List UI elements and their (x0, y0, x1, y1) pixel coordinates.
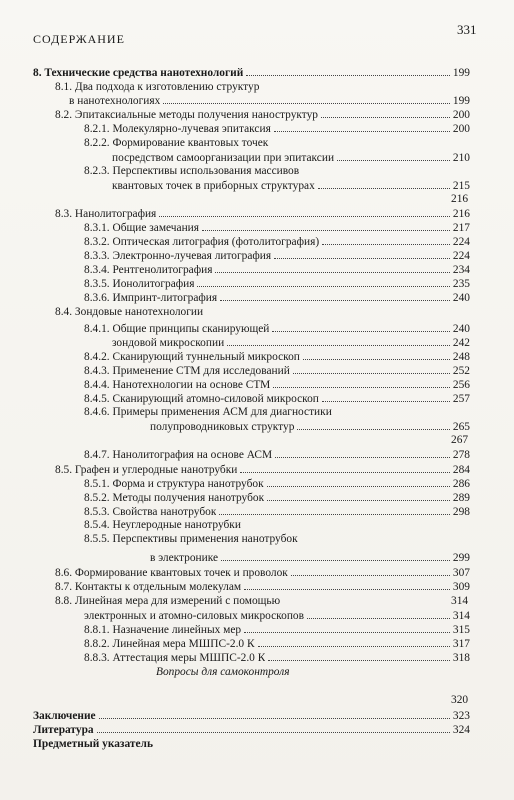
toc-entry-title: 8.2. Эпитаксиальные методы получения наноструктур (55, 109, 318, 121)
toc-entry-8-2-3-cont[interactable] (112, 179, 470, 193)
toc-entry-title: 8.3.4. Рентгенолитография (84, 264, 213, 276)
toc-entry-8-5-5-cont[interactable] (150, 551, 470, 565)
toc-entry-8-6[interactable] (55, 566, 470, 580)
leader-dots (99, 709, 450, 719)
leader-dots (240, 463, 450, 473)
toc-entry-page: 265 (452, 421, 470, 433)
toc-entry-title: 8.8.3. Аттестация меры МШПС-2.0 К (84, 652, 266, 664)
toc-entry-page: 240 (452, 323, 470, 335)
toc-entry-title: 8.4.1. Общие принципы сканирующей (84, 323, 270, 335)
toc-entry-8-3-1[interactable] (84, 221, 470, 235)
toc-entry-8-4-4[interactable] (84, 378, 470, 392)
leader-dots (197, 277, 449, 287)
leader-dots (246, 66, 450, 76)
page-header-title: СОДЕРЖАНИЕ (33, 32, 125, 46)
leader-dots (244, 580, 450, 590)
toc-entry-page: 235 (452, 278, 470, 290)
toc-entry-page: 284 (452, 464, 470, 476)
toc-entry-page: 318 (452, 652, 470, 664)
toc-entry-page: 289 (452, 492, 470, 504)
leader-dots (274, 122, 450, 132)
toc-entry-page: 324 (452, 724, 470, 736)
toc-entry-title: 8. Технические средства нанотехнологий (33, 67, 244, 79)
toc-entry-page: 298 (452, 506, 470, 518)
leader-dots (267, 477, 450, 487)
leader-dots (202, 221, 450, 231)
toc-entry-8-3-3[interactable] (84, 249, 470, 263)
leader-dots (274, 249, 450, 259)
toc-entry-title: 8.4.7. Нанолитография на основе АСМ (84, 449, 273, 461)
leader-dots (268, 651, 450, 661)
toc-entry-8-5-2[interactable] (84, 491, 470, 505)
toc-entry-8-1-cont[interactable] (69, 94, 470, 108)
toc-entry-8-4-7[interactable] (84, 448, 470, 462)
toc-entry-page: 286 (452, 478, 470, 490)
toc-entry-page: 242 (452, 337, 470, 349)
toc-entry-page: 240 (452, 292, 470, 304)
toc-entry-title: зондовой микроскопии (112, 337, 225, 349)
leader-dots (258, 637, 450, 647)
toc-entry-page: 224 (452, 250, 470, 262)
toc-entry-title: Заключение (33, 710, 96, 722)
toc-entry-title: 8.2.1. Молекулярно-лучевая эпитаксия (84, 123, 271, 135)
toc-entry-title: квантовых точек в приборных структурах (112, 180, 315, 192)
toc-entry-title: полупроводниковых структур (150, 421, 295, 433)
toc-entry-title: 8.4.4. Нанотехнологии на основе СТМ (84, 379, 271, 391)
toc-entry-8-1[interactable]: 8.1. Два подхода к изготовлению структур (55, 81, 260, 93)
leader-dots (273, 378, 450, 388)
toc-entry-page: 256 (452, 379, 470, 391)
toc-entry-page: 248 (452, 351, 470, 363)
leader-dots (318, 179, 450, 189)
toc-entry-title: 8.3.5. Ионолитография (84, 278, 195, 290)
toc-entry-title: 8.3.6. Импринт-литография (84, 292, 218, 304)
toc-entry-8-4-6[interactable]: 8.4.6. Примеры применения АСМ для диагностики (84, 406, 332, 418)
toc-entry-title: 8.3.3. Электронно-лучевая литография (84, 250, 272, 262)
leader-dots (275, 448, 450, 458)
toc-entry-8-3-6[interactable] (84, 291, 470, 305)
toc-entry-title: 8.3. Нанолитография (55, 208, 157, 220)
toc-entry-8-5-1[interactable] (84, 477, 470, 491)
leader-dots (321, 108, 450, 118)
toc-entry-8-8-3[interactable] (84, 651, 470, 665)
toc-entry-title: 8.4.2. Сканирующий туннельный микроскоп (84, 351, 300, 363)
toc-entry-title: 8.6. Формирование квантовых точек и проволок (55, 567, 288, 579)
leader-dots (220, 291, 450, 301)
toc-entry-8-4-1-cont[interactable] (112, 336, 470, 350)
toc-entry-8-4-3[interactable] (84, 364, 470, 378)
toc-entry-title: 8.5.3. Свойства нанотрубок (84, 506, 217, 518)
toc-entry-subject-index[interactable]: Предметный указатель (33, 738, 153, 750)
toc-entry-title: 8.4.3. Применение СТМ для исследований (84, 365, 290, 377)
toc-entry-8-8-cont[interactable] (84, 609, 470, 623)
toc-entry-8-4-6-cont[interactable] (150, 420, 470, 434)
toc-entry-page: 315 (452, 624, 470, 636)
toc-entry-page: 210 (452, 152, 470, 164)
toc-entry-page: 314 (452, 610, 470, 622)
toc-entry-8-2[interactable] (55, 108, 470, 122)
toc-page-number: 267 (451, 434, 469, 446)
leader-dots (293, 364, 450, 374)
toc-entry-page: 200 (452, 123, 470, 135)
toc-entry-chapter-8[interactable] (33, 66, 470, 80)
toc-entry-title: в электронике (150, 552, 219, 564)
leader-dots (307, 609, 450, 619)
toc-entry-title: 8.5. Графен и углеродные нанотрубки (55, 464, 238, 476)
toc-entry-title: посредством самоорганизации при эпитаксии (112, 152, 335, 164)
toc-entry-8-7[interactable] (55, 580, 470, 594)
toc-entry-8-2-2-cont[interactable] (112, 151, 470, 165)
leader-dots (322, 235, 450, 245)
leader-dots (272, 322, 450, 332)
leader-dots (244, 623, 450, 633)
toc-entry-page: 217 (452, 222, 470, 234)
toc-entry-8-2-1[interactable] (84, 122, 470, 136)
toc-entry-8-4[interactable]: 8.4. Зондовые нанотехнологии (55, 306, 204, 318)
toc-entry-title: в нанотехнологиях (69, 95, 161, 107)
leader-dots (297, 420, 450, 430)
leader-dots (163, 94, 450, 104)
toc-entry-page: 257 (452, 393, 470, 405)
toc-entry-title: 8.4.5. Сканирующий атомно-силовой микроскоп (84, 393, 319, 405)
toc-entry-title: 8.8.1. Назначение линейных мер (84, 624, 242, 636)
toc-entry-8-5[interactable] (55, 463, 470, 477)
leader-dots (303, 350, 450, 360)
toc-entry-conclusion[interactable] (33, 709, 470, 723)
toc-entry-page: 309 (452, 581, 470, 593)
toc-entry-page: 299 (452, 552, 470, 564)
toc-entry-page: 307 (452, 567, 470, 579)
toc-entry-self-check-questions[interactable]: Вопросы для самоконтроля (156, 666, 290, 678)
toc-entry-page: 234 (452, 264, 470, 276)
leader-dots (221, 551, 450, 561)
toc-entry-8-5-5[interactable]: 8.5.5. Перспективы применения нанотрубок (84, 533, 298, 545)
leader-dots (291, 566, 450, 576)
toc-page-number: 216 (451, 193, 469, 205)
toc-page-number: 314 (451, 595, 469, 607)
toc-entry-8-3-4[interactable] (84, 263, 470, 277)
toc-entry-8-8-2[interactable] (84, 637, 470, 651)
toc-entry-8-3-2[interactable] (84, 235, 470, 249)
toc-entry-page: 199 (452, 67, 470, 79)
toc-entry-literature[interactable] (33, 723, 470, 737)
leader-dots (159, 207, 450, 217)
toc-entry-title: 8.3.1. Общие замечания (84, 222, 200, 234)
toc-entry-title: 8.5.1. Форма и структура нанотрубок (84, 478, 264, 490)
page-number: 331 (457, 22, 477, 37)
toc-entry-8-2-2[interactable]: 8.2.2. Формирование квантовых точек (84, 137, 269, 149)
toc-entry-title: электронных и атомно-силовых микроскопов (84, 610, 304, 622)
toc-entry-page: 215 (452, 180, 470, 192)
toc-entry-title: 8.3.2. Оптическая литография (фотолитография) (84, 236, 320, 248)
toc-entry-title: 8.8.2. Линейная мера МШПС-2.0 К (84, 638, 255, 650)
toc-entry-8-8-1[interactable] (84, 623, 470, 637)
toc-entry-8-8[interactable]: 8.8. Линейная мера для измерений с помощью (55, 595, 281, 607)
toc-entry-8-5-3[interactable] (84, 505, 470, 519)
toc-entry-title: 8.7. Контакты к отдельным молекулам (55, 581, 242, 593)
leader-dots (227, 336, 450, 346)
toc-entry-title: 8.5.2. Методы получения нанотрубок (84, 492, 265, 504)
toc-entry-8-5-4[interactable]: 8.5.4. Неуглеродные нанотрубки (84, 519, 241, 531)
toc-entry-8-3-5[interactable] (84, 277, 470, 291)
toc-entry-page: 224 (452, 236, 470, 248)
leader-dots (219, 505, 450, 515)
toc-page-number: 320 (451, 694, 469, 706)
leader-dots (97, 723, 450, 733)
leader-dots (215, 263, 449, 273)
toc-entry-page: 200 (452, 109, 470, 121)
toc-entry-8-4-2[interactable] (84, 350, 470, 364)
toc-entry-8-2-3[interactable]: 8.2.3. Перспективы использования массивов (84, 165, 300, 177)
toc-entry-page: 317 (452, 638, 470, 650)
toc-entry-page: 216 (452, 208, 470, 220)
toc-entry-page: 323 (452, 710, 470, 722)
toc-entry-8-4-5[interactable] (84, 392, 470, 406)
toc-entry-8-3[interactable] (55, 207, 470, 221)
toc-entry-page: 199 (452, 95, 470, 107)
toc-entry-8-4-1[interactable] (84, 322, 470, 336)
toc-entry-title: Литература (33, 724, 94, 736)
leader-dots (322, 392, 450, 402)
leader-dots (337, 151, 450, 161)
toc-entry-page: 278 (452, 449, 470, 461)
leader-dots (267, 491, 450, 501)
toc-entry-page: 252 (452, 365, 470, 377)
